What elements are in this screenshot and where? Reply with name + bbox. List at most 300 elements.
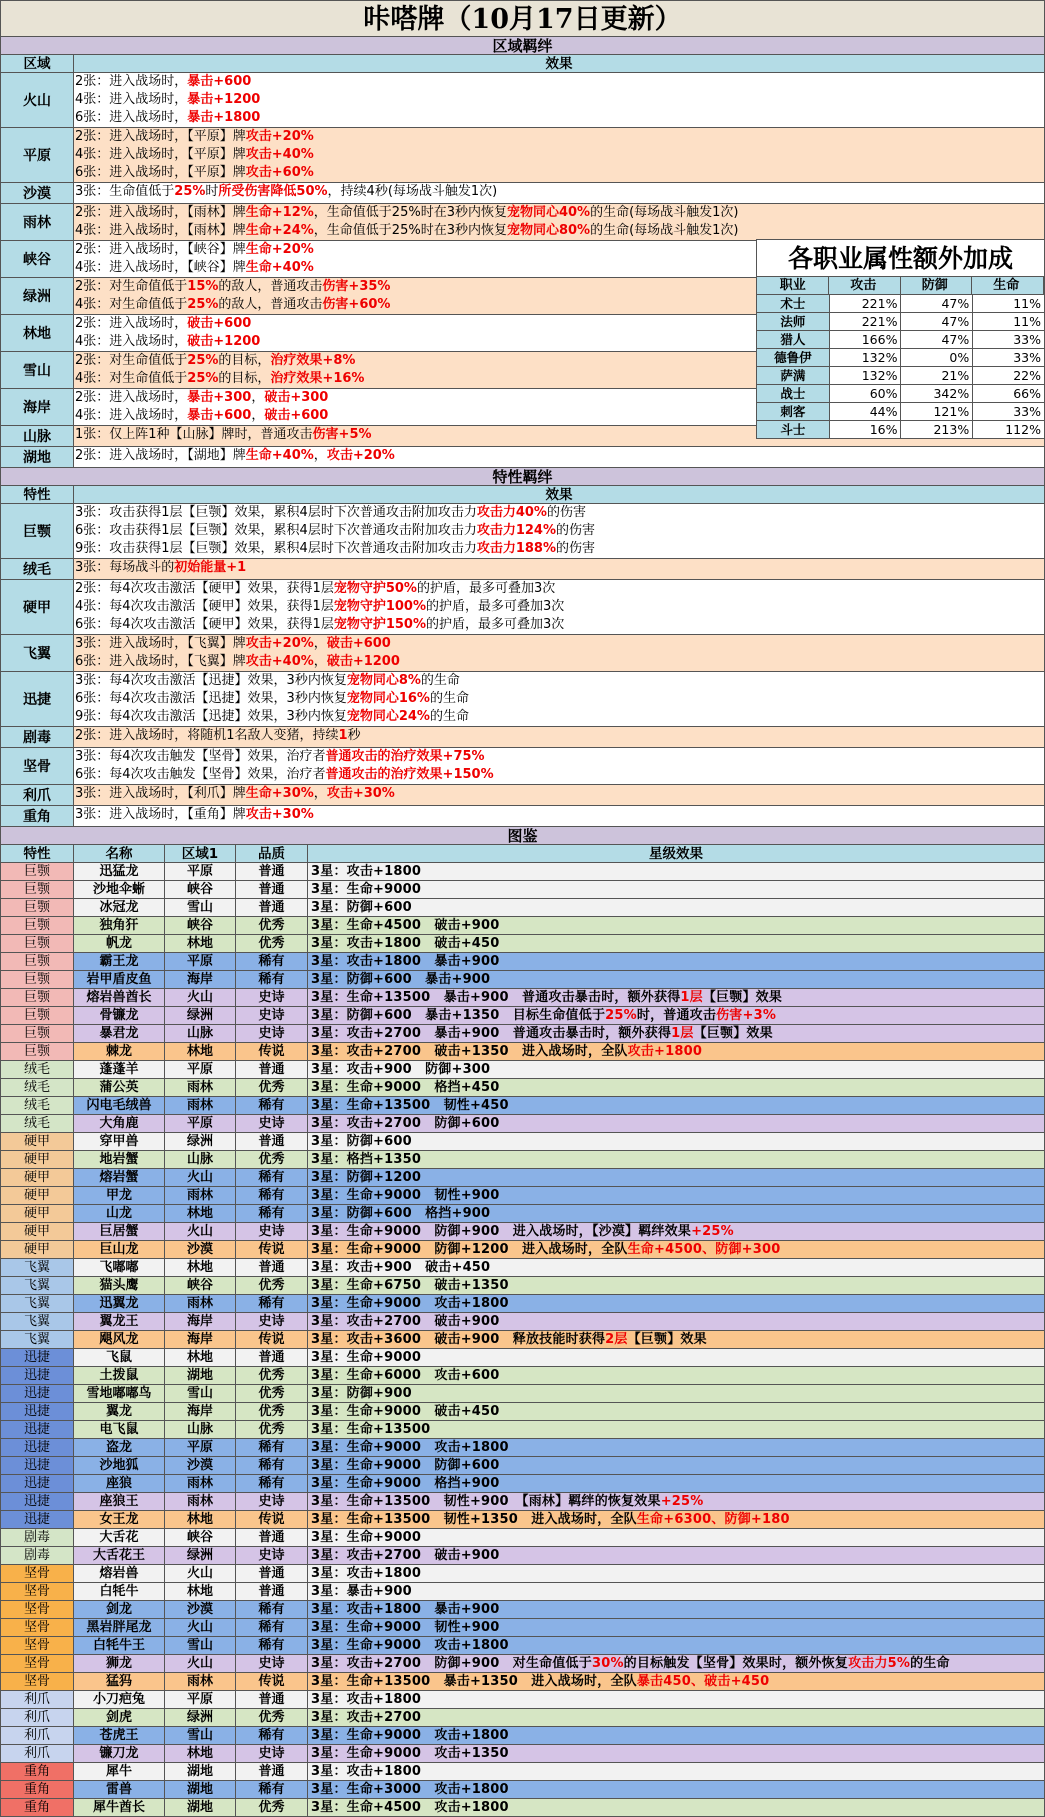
effect-text: 3张：攻击获得1层【巨颚】效果，累积4层时下次普通攻击附加攻击力 [75,505,477,520]
trait-group-label: 绒毛 [1,559,74,580]
effect-text: 4张：对生命值低于 [75,297,188,312]
effect-text: 3星：生命+9000 [311,882,422,897]
highlight-text: 破击+600 [326,636,391,651]
effect-text: 3星：攻击+1800 破击+450 [311,936,500,951]
codex-trait: 坚骨 [1,1655,74,1673]
codex-star-effect [308,1313,1045,1331]
codex-region: 雨林 [165,1295,236,1313]
codex-region: 平原 [165,1061,236,1079]
codex-star-effect [308,1475,1045,1493]
highlight-text: 攻击力5% [848,1656,911,1671]
highlight-text: 宠物同心16% [346,691,430,706]
highlight-text: +25% [691,1224,734,1239]
trait-header [0,486,1045,504]
effect-text: 3星：生命+13500 [311,1422,431,1437]
effect-line [74,672,1044,690]
effect-text: 3星：生命+3000 攻击+1800 [311,1782,509,1797]
codex-region: 雨林 [165,1079,236,1097]
region-group-label: 雪山 [1,352,74,389]
codex-row [0,899,1045,917]
codex-region: 沙漠 [165,1601,236,1619]
attack-bonus: 221% [830,313,902,330]
highlight-text: 暴击+1800 [187,110,261,125]
attack-bonus: 60% [830,385,902,402]
codex-trait: 硬甲 [1,1169,74,1187]
region-group [0,128,1045,183]
highlight-text: 攻击+1800 [627,1044,703,1059]
codex-quality: 优秀 [236,1421,308,1439]
codex-quality: 优秀 [236,935,308,953]
effect-line [74,806,1044,824]
codex-star-effect [308,1007,1045,1025]
codex-quality: 稀有 [236,1169,308,1187]
effect-text: 2张：进入战场时， [75,316,188,331]
effect-col-header: 效果 [74,55,1045,73]
effect-text: ， [251,408,265,423]
effect-text: 3星：生命+13500 韧性+450 [311,1098,509,1113]
codex-region: 雨林 [165,1493,236,1511]
region-group-label: 林地 [1,315,74,352]
effect-text: 3星：生命+4500 破击+900 [311,918,500,933]
codex-quality: 史诗 [236,1025,308,1043]
codex-row [0,1367,1045,1385]
trait-group [0,635,1045,672]
codex-star-effect [308,1601,1045,1619]
codex-star-effect [308,1043,1045,1061]
codex-quality: 普通 [236,1349,308,1367]
region-group-label: 雨林 [1,204,74,241]
codex-region-header: 区域1 [165,845,236,863]
codex-name: 黑岩胖尾龙 [74,1619,165,1637]
codex-quality: 史诗 [236,1007,308,1025]
effect-text: 1张：仅上阵1种【山脉】牌时，普通攻击 [75,427,313,442]
codex-star-effect [308,899,1045,917]
highlight-text: 攻击+20% [326,448,395,463]
highlight-text: 破击+600 [187,316,252,331]
codex-header [0,845,1045,863]
codex-region: 山脉 [165,1025,236,1043]
effect-text: 3星：防御+600 暴击+900 [311,972,491,987]
codex-trait: 飞翼 [1,1259,74,1277]
effect-text: 6张：进入战场时， [75,110,188,125]
codex-name: 岩甲盾皮鱼 [74,971,165,989]
effect-text: 【巨颚】效果 [702,990,783,1005]
highlight-text: 破击+1200 [187,334,261,349]
trait-group-label: 迅捷 [1,672,74,727]
codex-region: 峡谷 [165,917,236,935]
codex-region: 平原 [165,1439,236,1457]
trait-group [0,727,1045,748]
highlight-text: 治疗效果+8% [270,353,356,368]
effect-text: 4张：对生命值低于 [75,371,188,386]
codex-row [0,1673,1045,1691]
codex-region: 绿洲 [165,1133,236,1151]
effect-text: 4张：进入战场时，【峡谷】牌 [75,260,246,275]
class-name: 猎人 [757,331,830,348]
codex-name: 电飞鼠 [74,1421,165,1439]
codex-name: 犀牛酋长 [74,1799,165,1817]
hp-header: 生命 [972,277,1044,294]
effect-text: 3星：攻击+2700 暴击+900 普通攻击暴击时，额外获得 [311,1026,672,1041]
effect-text: 3星：攻击+2700 防御+900 对生命值低于 [311,1656,592,1671]
effect-text: 3星：生命+9000 破击+450 [311,1404,500,1419]
effect-text: 6张：每4次攻击激活【硬甲】效果，获得1层 [75,617,334,632]
codex-name: 蓬蓬羊 [74,1061,165,1079]
codex-trait: 坚骨 [1,1565,74,1583]
codex-row [0,1025,1045,1043]
codex-name-header: 名称 [74,845,165,863]
codex-row [0,1421,1045,1439]
codex-trait: 坚骨 [1,1583,74,1601]
effect-text: 4张：进入战场时， [75,334,188,349]
codex-name: 飓风龙 [74,1331,165,1349]
codex-quality-header: 品质 [236,845,308,863]
codex-star-effect [308,1583,1045,1601]
codex-trait: 重角 [1,1781,74,1799]
effect-text: 2张：进入战场时，将随机1名敌人变猪，持续 [75,728,339,743]
class-bonus-title: 各职业属性额外加成 [756,239,1045,276]
effect-line [74,766,1044,784]
codex-row [0,1565,1045,1583]
trait-group [0,580,1045,635]
effect-text: 6张：进入战场时，【平原】牌 [75,165,246,180]
codex-trait: 坚骨 [1,1619,74,1637]
region-group-label: 平原 [1,128,74,183]
effect-text: 3星：生命+13500 暴击+1350 进入战场时，全队 [311,1674,637,1689]
highlight-text: 25% [174,184,206,199]
codex-name: 翼龙 [74,1403,165,1421]
codex-star-effect [308,1295,1045,1313]
codex-quality: 普通 [236,1763,308,1781]
codex-star-effect [308,1133,1045,1151]
codex-row [0,1097,1045,1115]
codex-row [0,1043,1045,1061]
codex-region: 雪山 [165,1385,236,1403]
highlight-text: 宠物守护100% [333,599,426,614]
effect-text: 3星：攻击+2700 破击+900 [311,1314,500,1329]
codex-region: 火山 [165,1655,236,1673]
codex-quality: 稀有 [236,1637,308,1655]
page-title: 咔嗒牌（10月17日更新） [0,0,1045,37]
codex-row [0,1259,1045,1277]
effect-text: 3张：进入战场时，【重角】牌 [75,807,246,822]
codex-trait: 巨颚 [1,881,74,899]
effect-text: 4张：进入战场时， [75,408,188,423]
codex-trait: 巨颚 [1,935,74,953]
effect-text: 的敌人，普通攻击 [218,279,323,294]
codex-name: 骨镰龙 [74,1007,165,1025]
codex-trait-header: 特性 [1,845,74,863]
codex-region: 海岸 [165,1313,236,1331]
codex-star-effect [308,1745,1045,1763]
defense-bonus: 47% [901,331,973,348]
codex-name: 土拨鼠 [74,1367,165,1385]
codex-quality: 普通 [236,1061,308,1079]
highlight-text: 30% [591,1656,624,1671]
codex-name: 大角鹿 [74,1115,165,1133]
codex-row [0,1331,1045,1349]
codex-name: 大舌花王 [74,1547,165,1565]
codex-trait: 迅捷 [1,1511,74,1529]
codex-quality: 优秀 [236,1079,308,1097]
effect-text: 的生命(每场战斗触发1次) [590,205,739,220]
effect-text: 3张：生命值低于 [75,184,175,199]
effect-line [74,222,1044,240]
effect-line [74,146,1044,164]
codex-region: 雪山 [165,899,236,917]
class-name: 法师 [757,313,830,330]
defense-bonus: 342% [901,385,973,402]
effect-text: 3星：攻击+1800 [311,1764,422,1779]
codex-name: 地岩蟹 [74,1151,165,1169]
codex-quality: 普通 [236,1691,308,1709]
codex-trait: 硬甲 [1,1133,74,1151]
effect-line [74,559,1044,577]
effect-text: 的护盾，最多可叠加3次 [426,599,565,614]
effect-text: 的生命(每场战斗触发1次) [590,223,739,238]
effect-text: 的伤害 [556,541,596,556]
codex-star-effect [308,989,1045,1007]
highlight-text: 伤害+35% [322,279,391,294]
trait-group-label: 飞翼 [1,635,74,672]
codex-name: 小刀疤兔 [74,1691,165,1709]
codex-quality: 史诗 [236,1493,308,1511]
class-name: 斗士 [757,421,830,438]
codex-star-effect [308,1079,1045,1097]
effect-text: 3星：攻击+2700 破击+900 [311,1548,500,1563]
codex-quality: 传说 [236,1241,308,1259]
codex-trait: 重角 [1,1763,74,1781]
codex-region: 平原 [165,1115,236,1133]
effect-text: ， [313,448,327,463]
highlight-text: 1层 [680,990,703,1005]
codex-trait: 巨颚 [1,1043,74,1061]
effect-text: 3星：生命+9000 防御+900 进入战场时，【沙漠】羁绊效果 [311,1224,692,1239]
codex-row [0,1115,1045,1133]
region-group-label: 山脉 [1,426,74,447]
effect-text: 3星：防御+1200 [311,1170,422,1185]
effect-text: 的生命 [429,691,469,706]
effect-text: 时，普通攻击 [636,1008,717,1023]
codex-name: 苍虎王 [74,1727,165,1745]
effect-line [74,616,1044,634]
highlight-text: 2层 [605,1332,628,1347]
codex-row [0,1619,1045,1637]
trait-group-label: 坚骨 [1,748,74,785]
effect-line [74,653,1044,671]
effect-text: 3张：每场战斗的 [75,560,175,575]
codex-trait: 迅捷 [1,1439,74,1457]
codex-name: 剑龙 [74,1601,165,1619]
codex-name: 冰冠龙 [74,899,165,917]
highlight-text: 初始能量+1 [174,560,247,575]
codex-row [0,1727,1045,1745]
codex-quality: 稀有 [236,1601,308,1619]
trait-group-label: 巨颚 [1,504,74,559]
codex-region: 雪山 [165,1727,236,1745]
codex-quality: 稀有 [236,1439,308,1457]
codex-star-effect [308,1709,1045,1727]
codex-row [0,1061,1045,1079]
codex-region: 海岸 [165,1403,236,1421]
effect-text: 6张：每4次攻击触发【坚骨】效果，治疗者 [75,767,326,782]
codex-row [0,1187,1045,1205]
codex-row [0,989,1045,1007]
codex-quality: 史诗 [236,989,308,1007]
codex-trait: 剧毒 [1,1529,74,1547]
codex-star-effect [308,1673,1045,1691]
codex-region: 沙漠 [165,1241,236,1259]
class-bonus-row [756,420,1045,438]
region-group [0,73,1045,128]
codex-quality: 稀有 [236,1781,308,1799]
codex-trait: 迅捷 [1,1367,74,1385]
codex-row [0,917,1045,935]
codex-trait: 硬甲 [1,1187,74,1205]
region-col-header: 区域 [1,55,74,73]
codex-region: 雨林 [165,1475,236,1493]
region-section-title: 区域羁绊 [0,37,1045,55]
defense-bonus: 0% [901,349,973,366]
codex-quality: 优秀 [236,1277,308,1295]
effect-text: 的目标， [218,353,271,368]
codex-row [0,1403,1045,1421]
codex-star-effect [308,1277,1045,1295]
codex-quality: 稀有 [236,1097,308,1115]
codex-star-effect [308,1799,1045,1817]
codex-trait: 绒毛 [1,1079,74,1097]
effect-line [74,540,1044,558]
codex-region: 湖地 [165,1799,236,1817]
codex-quality: 稀有 [236,971,308,989]
defense-bonus: 121% [901,403,973,420]
highlight-text: 攻击+20% [245,129,314,144]
codex-star-effect [308,1493,1045,1511]
codex-name: 巨山龙 [74,1241,165,1259]
trait-group [0,806,1045,827]
codex-row [0,1133,1045,1151]
codex-name: 大舌花 [74,1529,165,1547]
codex-quality: 优秀 [236,1709,308,1727]
effect-line [74,504,1044,522]
codex-name: 熔岩蟹 [74,1169,165,1187]
class-name: 术士 [757,295,830,312]
effect-text: 3星：生命+9000 格挡+900 [311,1476,500,1491]
codex-row [0,1457,1045,1475]
effect-text: 2张：进入战场时，【峡谷】牌 [75,242,246,257]
effect-text: 3星：攻击+2700 破击+1350 进入战场时，全队 [311,1044,628,1059]
trait-group [0,559,1045,580]
effect-text: 【巨颚】效果 [693,1026,773,1041]
codex-section-title: 图鉴 [0,827,1045,845]
trait-group-label: 利爪 [1,785,74,806]
highlight-text: 15% [187,279,219,294]
effect-text: 3星：生命+9000 攻击+1800 [311,1638,509,1653]
codex-trait: 迅捷 [1,1421,74,1439]
codex-quality: 稀有 [236,1205,308,1223]
codex-star-effect [308,1439,1045,1457]
effect-text: 3星：攻击+1800 [311,1692,422,1707]
codex-row [0,1223,1045,1241]
codex-trait: 飞翼 [1,1313,74,1331]
highlight-text: 生命+20% [245,242,314,257]
hp-bonus: 22% [973,367,1045,384]
codex-row [0,1709,1045,1727]
effect-text: 3星：格挡+1350 [311,1152,422,1167]
effect-text: 的护盾，最多可叠加3次 [426,617,565,632]
attack-header: 攻击 [829,277,901,294]
effect-text: 3星：生命+9000 [311,1350,422,1365]
codex-region: 林地 [165,1583,236,1601]
codex-row [0,1007,1045,1025]
highlight-text: 宠物同心8% [346,673,421,688]
codex-trait: 迅捷 [1,1403,74,1421]
effect-line [74,580,1044,598]
codex-region: 火山 [165,1223,236,1241]
codex-star-effect [308,1727,1045,1745]
codex-star-effect [308,1349,1045,1367]
codex-region: 平原 [165,1691,236,1709]
effect-text: 的伤害 [546,505,586,520]
effect-text: 3张：进入战场时，【飞翼】牌 [75,636,246,651]
attack-bonus: 132% [830,367,902,384]
effect-text: 【巨颚】效果 [627,1332,707,1347]
codex-name: 山龙 [74,1205,165,1223]
effect-text: 3星：防御+600 [311,900,412,915]
effect-text: ， [313,786,327,801]
effect-text: 的生命 [420,673,460,688]
codex-star-effect [308,1025,1045,1043]
codex-trait: 利爪 [1,1709,74,1727]
codex-name: 沙地伞蜥 [74,881,165,899]
defense-bonus: 47% [901,313,973,330]
codex-region: 海岸 [165,971,236,989]
highlight-text: 1 [338,728,348,743]
codex-region: 林地 [165,1511,236,1529]
codex-star-effect [308,1457,1045,1475]
codex-star-header: 星级效果 [308,845,1045,863]
codex-star-effect [308,1115,1045,1133]
codex-region: 平原 [165,863,236,881]
effect-text: 3星：生命+6750 破击+1350 [311,1278,509,1293]
highlight-text: 宠物同心40% [506,205,591,220]
codex-trait: 硬甲 [1,1151,74,1169]
hp-bonus: 112% [973,421,1045,438]
trait-col-header: 特性 [1,486,74,504]
codex-trait: 迅捷 [1,1493,74,1511]
codex-name: 盗龙 [74,1439,165,1457]
highlight-text: 暴击+1200 [187,92,261,107]
effect-text: 2张：每4次攻击激活【硬甲】效果，获得1层 [75,581,334,596]
codex-star-effect [308,1259,1045,1277]
codex-row [0,1385,1045,1403]
region-group-label: 海岸 [1,389,74,426]
codex-star-effect [308,1187,1045,1205]
codex-trait: 迅捷 [1,1475,74,1493]
codex-star-effect [308,1619,1045,1637]
codex-row [0,1529,1045,1547]
effect-text: 3星：防御+600 暴击+1350 目标生命值低于 [311,1008,606,1023]
effect-text: 3星：暴击+900 [311,1584,412,1599]
class-bonus-row [756,312,1045,330]
codex-row [0,1601,1045,1619]
codex-region: 雪山 [165,1637,236,1655]
region-group-label: 湖地 [1,447,74,468]
codex-quality: 优秀 [236,1151,308,1169]
codex-name: 座狼王 [74,1493,165,1511]
effect-text: 9张：每4次攻击激活【迅捷】效果，3秒内恢复 [75,709,347,724]
effect-col-header: 效果 [74,486,1045,504]
